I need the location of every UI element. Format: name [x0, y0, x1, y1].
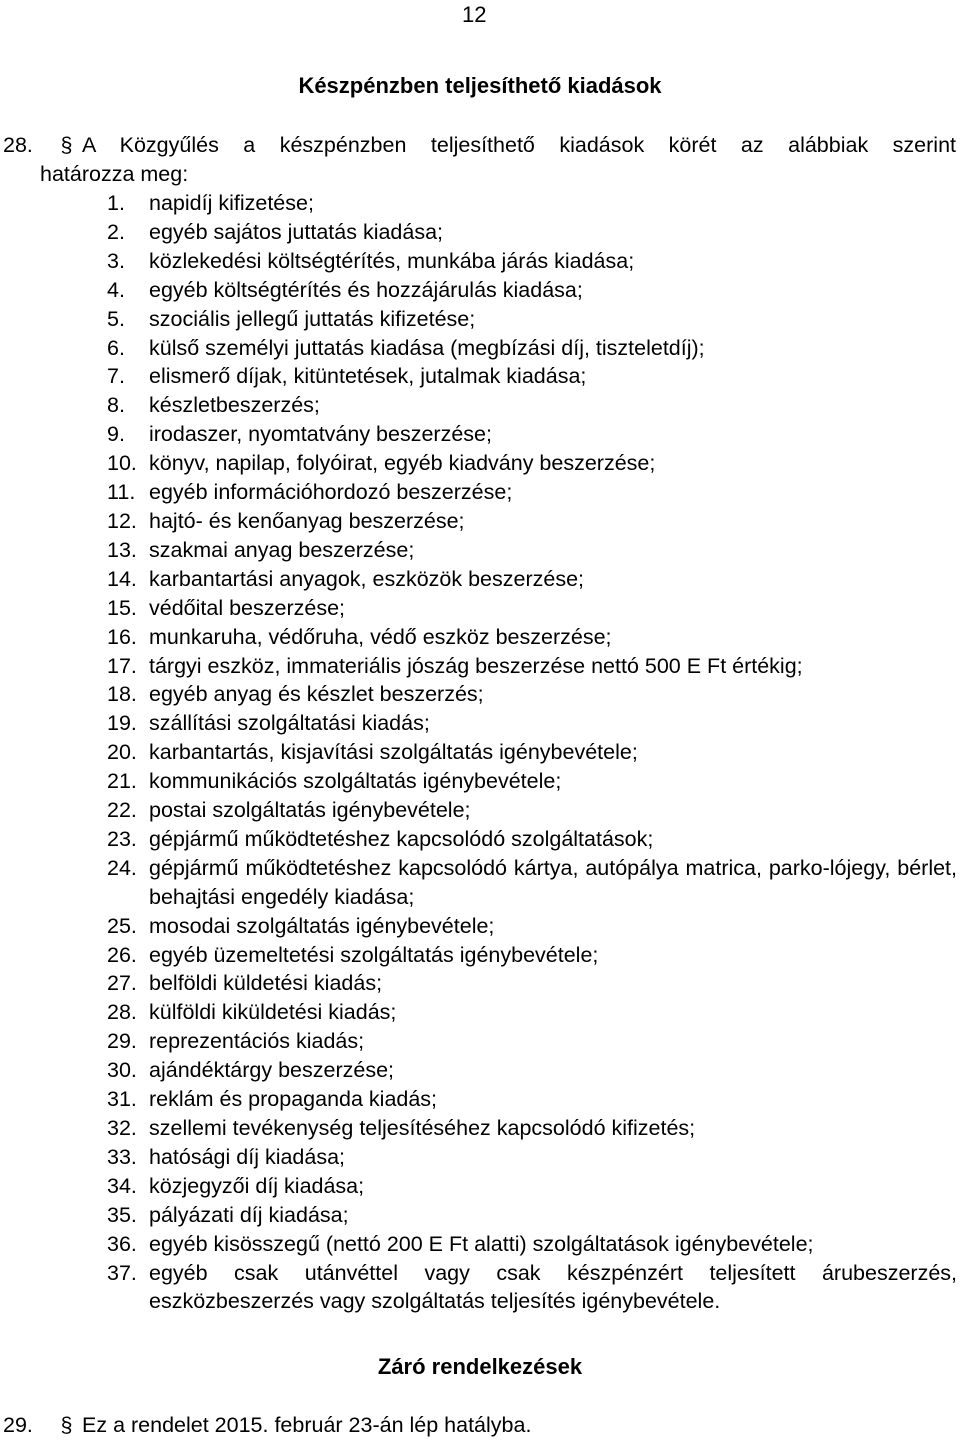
paragraph-28-text: A Közgyűlés a készpénzben teljesíthető kiadások körét az alábbiak szerint — [82, 133, 956, 157]
item-number: 7. — [107, 364, 125, 389]
item-number: 8. — [107, 393, 125, 418]
item-number: 26. — [107, 942, 137, 967]
item-number: 35. — [107, 1202, 137, 1227]
item-text: gépjármű működtetéshez kapcsolódó szolgáltatások; — [149, 826, 654, 851]
item-number: 20. — [107, 740, 137, 765]
item-number: 1. — [107, 191, 125, 215]
item-number: 21. — [107, 769, 137, 794]
list-item — [107, 941, 957, 970]
item-text: hajtó- és kenőanyag beszerzése; — [149, 508, 465, 533]
item-text: kommunikációs szolgáltatás igénybevétele; — [149, 769, 562, 794]
list-item — [107, 1172, 957, 1201]
list-item — [107, 709, 957, 738]
item-number: 15. — [107, 595, 137, 620]
item-number: 13. — [107, 537, 137, 562]
section-heading-closing: Záró rendelkezések — [377, 1354, 583, 1379]
list-item — [107, 680, 957, 709]
paragraph-number: 28. — [3, 133, 33, 157]
item-number: 12. — [107, 508, 137, 533]
item-number: 5. — [107, 306, 125, 331]
paragraph-28-first-line — [0, 131, 960, 160]
list-item — [107, 1114, 957, 1143]
list-item — [107, 507, 957, 536]
item-text: egyéb információhordozó beszerzése; — [149, 480, 513, 505]
item-text: mosodai szolgáltatás igénybevétele; — [149, 913, 495, 938]
item-number: 6. — [107, 335, 125, 360]
item-text: szociális jellegű juttatás kifizetése; — [149, 306, 476, 331]
item-number: 32. — [107, 1116, 137, 1140]
item-number: 34. — [107, 1173, 137, 1198]
item-number: 4. — [107, 277, 125, 302]
item-text: külföldi kiküldetési kiadás; — [149, 1000, 397, 1025]
item-number: 36. — [107, 1231, 137, 1256]
item-number: 37. — [107, 1260, 137, 1285]
list-item — [107, 1085, 957, 1114]
list-item — [107, 1056, 957, 1085]
item-number: 24. — [107, 855, 137, 880]
item-text: gépjármű működtetéshez kapcsolódó kártya, autópálya matrica, parko-lójegy, bérlet, behajtási engedély kiadása; — [149, 855, 957, 909]
item-text: egyéb költségtérítés és hozzájárulás kiadása; — [149, 277, 583, 302]
list-item — [107, 247, 957, 276]
list-item — [107, 1201, 957, 1230]
item-text: szakmai anyag beszerzése; — [149, 537, 415, 562]
paragraph-number: 29. — [3, 1413, 33, 1437]
item-text: külső személyi juttatás kiadása (megbízási díj, tiszteletdíj); — [149, 335, 705, 360]
item-number: 30. — [107, 1058, 137, 1083]
item-number: 19. — [107, 711, 137, 736]
item-text: egyéb üzemeltetési szolgáltatás igénybevétele; — [149, 942, 599, 967]
item-text: egyéb csak utánvéttel vagy csak készpénzért teljesített árubeszerzés, eszközbeszerzés vagy szolgáltatás teljesítés igénybevétele. — [149, 1260, 957, 1314]
list-item — [107, 449, 957, 478]
item-number: 23. — [107, 826, 137, 851]
item-number: 3. — [107, 248, 125, 273]
paragraph-29-line — [0, 1411, 960, 1440]
list-item — [107, 969, 957, 998]
item-number: 9. — [107, 422, 125, 447]
list-item — [107, 1259, 957, 1317]
list-item — [107, 362, 957, 391]
item-number: 18. — [107, 682, 137, 707]
list-item — [107, 334, 957, 363]
list-item — [107, 594, 957, 623]
item-text: reprezentációs kiadás; — [149, 1029, 365, 1054]
item-text: tárgyi eszköz, immateriális jószág beszerzése nettó 500 E Ft értékig; — [149, 653, 803, 678]
item-number: 33. — [107, 1144, 137, 1169]
item-text: közjegyzői díj kiadása; — [149, 1173, 365, 1198]
list-item — [107, 796, 957, 825]
list-item — [107, 565, 957, 594]
item-text: egyéb anyag és készlet beszerzés; — [149, 682, 484, 707]
item-text: napidíj kifizetése; — [149, 191, 314, 215]
item-text: ajándéktárgy beszerzése; — [149, 1058, 395, 1083]
list-item — [107, 391, 957, 420]
expense-list — [107, 189, 957, 1316]
item-text: szellemi tevékenység teljesítéséhez kapcsolódó kifizetés; — [149, 1116, 696, 1140]
list-item — [107, 998, 957, 1027]
item-text: karbantartási anyagok, eszközök beszerzése; — [149, 566, 585, 591]
list-item — [107, 305, 957, 334]
list-item — [107, 420, 957, 449]
item-text: készletbeszerzés; — [149, 393, 320, 418]
list-item — [107, 912, 957, 941]
item-text: egyéb kisösszegű (nettó 200 E Ft alatti) szolgáltatások igénybevétele; — [149, 1231, 814, 1256]
paragraph-29 — [0, 1411, 960, 1440]
page-number: 12 — [462, 2, 487, 27]
list-item — [107, 1143, 957, 1172]
list-item — [107, 738, 957, 767]
item-number: 25. — [107, 913, 137, 938]
list-item — [107, 767, 957, 796]
section-heading-expenses: Készpénzben teljesíthető kiadások — [298, 73, 662, 98]
list-item — [107, 218, 957, 247]
item-text: hatósági díj kiadása; — [149, 1144, 346, 1169]
item-number: 22. — [107, 798, 137, 823]
item-text: elismerő díjak, kitüntetések, jutalmak kiadása; — [149, 364, 587, 389]
paragraph-28-continuation: határozza meg: — [40, 161, 189, 186]
list-item — [107, 623, 957, 652]
item-text: védőital beszerzése; — [149, 595, 345, 620]
list-item — [107, 652, 957, 681]
list-item — [107, 478, 957, 507]
item-number: 28. — [107, 1000, 137, 1025]
item-text: belföldi küldetési kiadás; — [149, 971, 383, 996]
list-item — [107, 1230, 957, 1259]
item-number: 11. — [107, 480, 136, 505]
list-item — [107, 536, 957, 565]
item-text: könyv, napilap, folyóirat, egyéb kiadvány beszerzése; — [149, 451, 656, 476]
list-item — [107, 854, 957, 912]
item-number: 10. — [107, 451, 137, 476]
item-text: irodaszer, nyomtatvány beszerzése; — [149, 422, 492, 447]
item-number: 14. — [107, 566, 137, 591]
item-text: pályázati díj kiadása; — [149, 1202, 349, 1227]
list-item — [107, 276, 957, 305]
section-sign: § — [60, 1413, 73, 1437]
item-text: egyéb sajátos juttatás kiadása; — [149, 219, 444, 244]
item-text: postai szolgáltatás igénybevétele; — [149, 798, 471, 823]
list-item — [107, 1027, 957, 1056]
item-number: 17. — [107, 653, 137, 678]
item-number: 16. — [107, 624, 137, 649]
paragraph-29-text: Ez a rendelet 2015. február 23-án lép hatályba. — [82, 1413, 532, 1437]
section-sign: § — [60, 133, 73, 157]
paragraph-28 — [0, 131, 960, 188]
list-item — [107, 189, 957, 218]
item-number: 27. — [107, 971, 137, 996]
item-number: 29. — [107, 1029, 137, 1054]
item-text: karbantartás, kisjavítási szolgáltatás igénybevétele; — [149, 740, 638, 765]
item-number: 2. — [107, 219, 125, 244]
item-number: 31. — [107, 1087, 137, 1112]
item-text: közlekedési költségtérítés, munkába járás kiadása; — [149, 248, 635, 273]
item-text: reklám és propaganda kiadás; — [149, 1087, 438, 1112]
item-text: munkaruha, védőruha, védő eszköz beszerzése; — [149, 624, 612, 649]
list-item — [107, 825, 957, 854]
item-text: szállítási szolgáltatási kiadás; — [149, 711, 430, 736]
